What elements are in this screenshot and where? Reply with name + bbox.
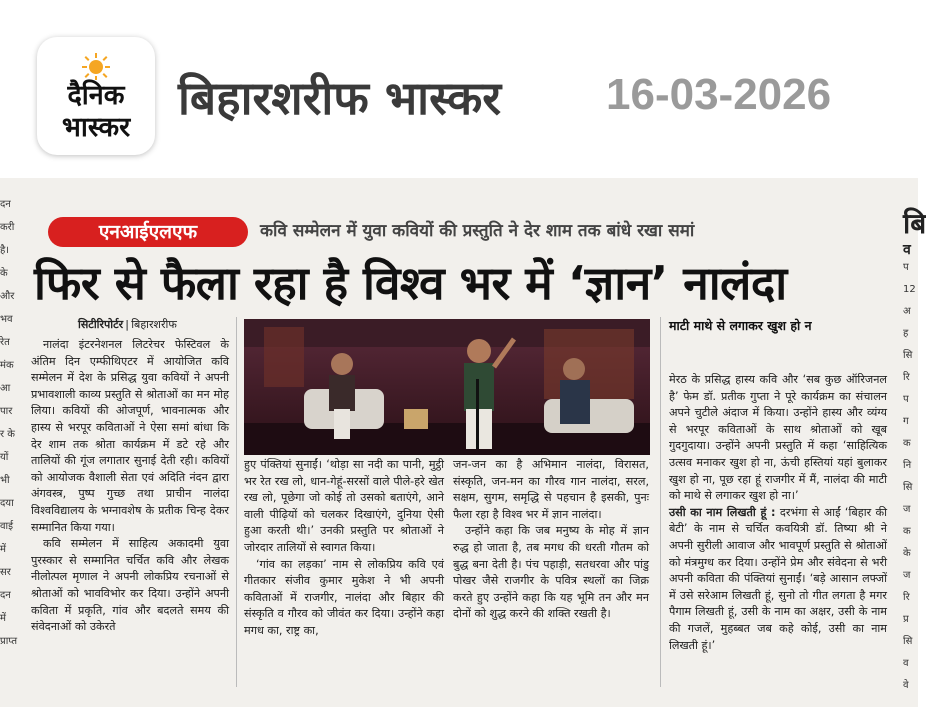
paragraph: कवि सम्मेलन में साहित्य अकादमी युवा पुरस्कार से सम्मानित चर्चित कवि और लेखक नीलोत्पल मृणाल ने अपनी लोकप्रिय रचनाओं से श्रोताओं को भावविभोर कर दिया। उन्होंने अपनी कविता में प्रकृति, गांव और बदलते समय की संवेदनाओं को उकेरते <box>31 537 229 634</box>
stage-photo-illustration <box>244 319 650 455</box>
neighbor-text-fragment: रेत <box>0 337 10 348</box>
neighbor-text-fragment: र के <box>0 429 15 440</box>
neighbor-text-fragment: नि <box>903 460 912 471</box>
article-column-4 <box>669 372 887 654</box>
neighbor-headline-fragment: बि <box>903 207 926 240</box>
headline: फिर से फैला रहा है विश्व भर में ‘ज्ञान’ नालंदा <box>34 256 787 310</box>
neighbor-text-fragment: के <box>903 548 911 559</box>
neighbor-text-fragment: आ <box>0 383 11 394</box>
paragraph: उसी का नाम लिखती हूं : दरभंगा से आईं ‘बिहार की बेटी’ के नाम से चर्चित कवयित्री डॉ. तिष्या श्री ने अपनी सुरीली आवाज और भावपूर्ण प्रस्तुति से श्रोताओं को मंत्रमुग्ध कर दिया। उन्होंने प्रेम और संवेदना से भरी अपनी कविता की पंक्तियां सुनाईं। ‘बड़े आसान लफ्जों में उसे सरेआम लिखती हूं, सुनो तो गीत लगता है मगर पैगाम लिखती हूं, उसी के नाम का अक्षर, उसी के नाम की गजलें, मुहब्बत जब कहे कोई, उसी का नाम लिखती हूं।’ <box>669 505 887 652</box>
neighbor-text-fragment: है। <box>0 245 10 256</box>
edition-date: 16-03-2026 <box>606 70 832 119</box>
neighbor-column-right <box>903 207 926 700</box>
neighbor-text-fragment: में <box>0 544 6 555</box>
paragraph: हुए पंक्तियां सुनाईं। ‘थोड़ा सा नदी का पानी, मुट्ठी भर रेत रख लो, धान-गेहूं-सरसों वाले पीले-हरे खेत रख लो, पूछेगा जो कोई तो उसको बताएंगे, आने वाली पीढ़ियों को चलकर दिखाएंगे, दुनिया ऐसी हुआ करती थी।’ उनकी प्रस्तुति पर श्रोताओं ने जोरदार तालियों से स्वागत किया। <box>244 458 444 554</box>
neighbor-text-fragment: प्र <box>903 614 909 625</box>
neighbor-text-fragment: प्राप्त <box>0 636 18 647</box>
article-column-2 <box>244 457 444 640</box>
section-subtitle: माटी माथे से लगाकर खुश हो न <box>669 318 812 333</box>
kicker-badge: एनआईएलएफ <box>48 217 248 247</box>
paragraph: ‘गांव का लड़का’ नाम से लोकप्रिय कवि एवं गीतकार संजीव कुमार मुकेश ने भी अपनी कविताओं में राजगीर, नालंदा और बिहार की संस्कृति व गौरव को जीवंत कर दिया। उन्होंने कहा मगध का, राष्ट्र का, <box>244 557 444 637</box>
neighbor-text-fragment: अ <box>903 306 911 317</box>
neighbor-text-fragment: व <box>903 658 909 669</box>
neighbor-text-fragment: 12 <box>903 284 916 295</box>
logo-line-2: भास्कर <box>61 112 131 143</box>
dainik-bhaskar-logo <box>37 37 155 155</box>
page-header <box>0 0 918 178</box>
neighbor-text-fragment: ग <box>903 416 909 427</box>
neighbor-text-fragment: करी <box>0 222 15 233</box>
paragraph: उन्होंने कहा कि जब मनुष्य के मोह में ज्ञान रुद्ध हो जाता है, तब मगध की धरती गौतम को बुद्ध बना देती है। पंच पहाड़ी, सतधरवा और पांडु पोखर जैसे राजगीर के पवित्र स्थलों का जिक्र करते हुए उन्होंने कहा कि यह भूमि तन और मन दोनों को शुद्ध करने की शक्ति रखती है। <box>453 524 649 621</box>
article-column-3 <box>453 457 649 623</box>
byline-place: बिहारशरीफ <box>131 318 177 331</box>
neighbor-text-fragment: सि <box>903 350 913 361</box>
column-divider <box>660 317 661 687</box>
sun-icon <box>81 51 111 81</box>
paragraph: मेरठ के प्रसिद्ध हास्य कवि और ‘सब कुछ ऑरिजनल है’ फेम डॉ. प्रतीक गुप्ता ने पूरे कार्यक्रम का संचालन अपने चुटीले अंदाज में किया। उन्होंने हास्य और व्यंग्य से भरपूर कविताओं के साथ श्रोताओं को खूब गुदगुदाया। उन्होंने अपनी प्रस्तुति में कहा ‘साहित्यिक उत्सव मनाकर खुश हो ना, ऊंची हस्तियां यहां बुलाकर खुश हो ना, पूछ रहा हूं राजगीर में मैं, नालंदा की माटी को माथे से लगाकर खुश हो ना।’ <box>669 373 887 503</box>
neighbor-column-left <box>0 198 18 658</box>
neighbor-text-fragment: भी <box>0 475 10 486</box>
neighbor-text-fragment: रि <box>903 372 910 383</box>
neighbor-text-fragment: सर <box>0 567 11 578</box>
kicker-text: कवि सम्मेलन में युवा कवियों की प्रस्तुति ने देर शाम तक बांधे रखा समां <box>260 221 695 241</box>
event-photo <box>244 319 650 455</box>
neighbor-text-fragment: वे <box>903 680 909 691</box>
neighbor-headline-fragment-2: व <box>903 242 911 258</box>
neighbor-text-fragment: के <box>0 268 8 279</box>
neighbor-text-fragment: दन <box>0 199 11 210</box>
neighbor-text-fragment: ज <box>903 504 911 515</box>
neighbor-text-fragment: सि <box>903 482 913 493</box>
neighbor-text-fragment: ह <box>903 328 909 339</box>
neighbor-text-fragment: प <box>903 394 909 405</box>
neighbor-text-fragment: और <box>0 291 15 302</box>
neighbor-text-fragment: क <box>903 438 911 449</box>
neighbor-text-fragment: रि <box>903 592 910 603</box>
neighbor-text-fragment: क <box>903 526 911 537</box>
article-column-1 <box>31 337 229 636</box>
byline-reporter: सिटीरिपोर्टर <box>78 318 124 331</box>
paragraph: नालंदा इंटरनेशनल लिटरेचर फेस्टिवल के अंतिम दिन एम्फीथिएटर में आयोजित कवि सम्मेलन में देश के प्रसिद्ध युवा कवियों ने अपनी प्रभावशाली काव्य प्रस्तुति से श्रोताओं का मन मोह लिया। कवियों की ओजपूर्ण, भावनात्मक और हास्य से भरपूर कविताओं ने ऐसा समां बांधा कि देर शाम तक श्रोता कार्यक्रम में डटे रहे और तालियों की गूंज लगातार सुनाई देती रही। कवियों को आयोजक वैशाली सेता एवं अदिति नंदन द्वारा अंगवस्त्र, पुष्प गुच्छ तथा प्राचीन नालंदा विश्वविद्यालय के भग्नावशेष के प्रतीक चिन्ह देकर सम्मानित किया गया। <box>31 338 229 534</box>
inline-subhead: उसी का नाम लिखती हूं : <box>669 505 776 519</box>
paragraph: जन-जन का है अभिमान नालंदा, विरासत, संस्कृति, जन-मन का गौरव गान नालंदा, सरल, सक्षम, सुगम, समृद्धि से पहचान है इसकी, पुनः फैला रहा है विश्व भर में ज्ञान नालंदा। <box>453 458 649 521</box>
logo-line-1: दैनिक <box>67 80 125 111</box>
neighbor-text-fragment: में <box>0 613 6 624</box>
neighbor-text-fragment: दन <box>0 590 11 601</box>
neighbor-text-fragment: भव <box>0 314 13 325</box>
byline: सिटीरिपोर्टर | बिहारशरीफ <box>78 318 177 331</box>
neighbor-text-fragment: यों <box>0 452 9 463</box>
column-divider <box>236 317 237 687</box>
neighbor-text-fragment: ज <box>903 570 911 581</box>
neighbor-text-fragment: दया <box>0 498 14 509</box>
neighbor-text-fragment: सि <box>903 636 913 647</box>
newspaper-clipping <box>0 178 926 707</box>
neighbor-text-fragment: प <box>903 262 909 273</box>
neighbor-text-fragment: पार <box>0 406 13 417</box>
neighbor-text-fragment: मंक <box>0 360 14 371</box>
edition-title: बिहारशरीफ भास्कर <box>178 71 502 125</box>
neighbor-text-fragment: वाई <box>0 521 14 532</box>
